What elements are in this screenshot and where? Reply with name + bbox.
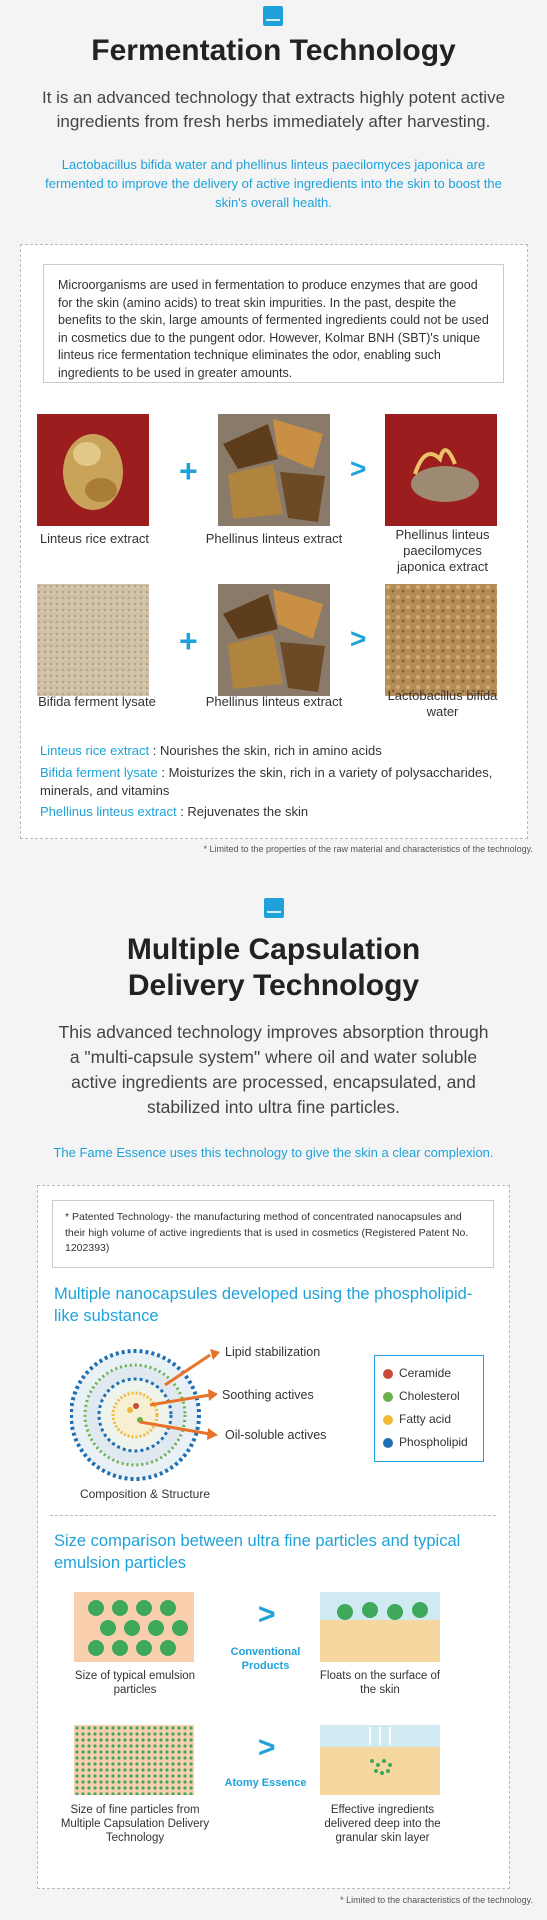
footnote-1: * Limited to the properties of the raw material and characteristics of the technology. [203, 844, 533, 854]
capsulation-title-1: Multiple Capsulation [126, 933, 421, 966]
fermentation-title: Fermentation Technology [91, 34, 456, 67]
legend-fatty-acid: Fatty acid [383, 1412, 451, 1426]
fine-particles-tile [74, 1725, 194, 1795]
bifida-water-photo [385, 584, 497, 696]
size-heading: Size comparison between ultra fine particles and typical emulsion particles [54, 1532, 461, 1572]
arrow-icon: > [350, 623, 367, 654]
bifida-water-caption: Lactobacillus bifida water [387, 688, 498, 719]
bifida-lysate-caption: Bifida ferment lysate [38, 694, 156, 709]
phellinus-photo-1 [218, 414, 330, 526]
conventional-tag: Conventional Products [230, 1646, 301, 1672]
label-soothing: Soothing actives [222, 1388, 314, 1402]
phellinus-caption-2: Phellinus linteus extract [205, 694, 343, 709]
composition-caption: Composition & Structure [79, 1487, 211, 1501]
footnote-2: * Limited to the characteristics of the technology. [340, 1895, 533, 1905]
legend-phospholipid: Phospholipid [383, 1435, 468, 1449]
deep-tile [320, 1725, 440, 1795]
plus-icon: + [179, 623, 198, 659]
surface-tile [320, 1592, 440, 1662]
typical-particles-tile [74, 1592, 194, 1662]
capsule-diagram [70, 1340, 370, 1490]
plus-icon: + [179, 453, 198, 489]
fermentation-blue: Lactobacillus bifida water and phellinus linteus paecilomyces japonica are fermented to improve the delivery of active ingredients into the skin to boost the skin's overall health. [45, 157, 502, 210]
linteus-rice-caption: Linteus rice extract [39, 531, 150, 546]
chevron-right-icon: > [258, 1731, 276, 1764]
divider [50, 1515, 496, 1516]
surface-caption: Floats on the surface of the skin [319, 1670, 441, 1696]
label-oil: Oil-soluble actives [225, 1428, 327, 1442]
prop-linteus: Linteus rice extract : Nourishes the skin, rich in amino acids [40, 743, 382, 758]
fine-caption: Size of fine particles from Multiple Capsulation Delivery Technology [60, 1804, 210, 1844]
atomy-tag: Atomy Essence [224, 1777, 307, 1789]
linteus-rice-photo [37, 414, 149, 526]
bifida-lysate-photo [37, 584, 149, 696]
capsulation-title-2: Delivery Technology [127, 969, 420, 1002]
brand-icon [264, 898, 284, 918]
patent-note: * Patented Technology- the manufacturing method of concentrated nanocapsules and their high volume of active ingredients that is used in cosmetics (Registered Patent No. 1202393) [52, 1200, 494, 1268]
legend [374, 1355, 484, 1462]
phellinus-japonica-photo [385, 414, 497, 526]
fermentation-lead: It is an advanced technology that extracts highly potent active ingredients from fresh herbs immediately after harvesting. [41, 88, 506, 131]
label-lipid: Lipid stabilization [225, 1345, 321, 1359]
nanocapsule-heading: Multiple nanocapsules developed using the phospholipid-like substance [54, 1285, 473, 1325]
typical-caption: Size of typical emulsion particles [74, 1670, 196, 1696]
prop-phellinus: Phellinus linteus extract : Rejuvenates the skin [40, 804, 309, 819]
brand-icon [263, 6, 283, 26]
fermentation-note: Microorganisms are used in fermentation to produce enzymes that are good for the skin (amino acids) to treat skin impurities. In the past, despite the benefits to the skin, large amounts of fermented ingredients could not be used in cosmetics due to the pungent odor. However, Kolmar BNH (SBT)'s unique linteus rice fermentation technique eliminates the odor, enabling such ingredients to be used in greater amounts. [43, 264, 504, 383]
phellinus-photo-2 [218, 584, 330, 696]
capsulation-lead: This advanced technology improves absorption through a "multi-capsule system" where oil and water soluble active ingredients are processed, encapsulated, and stabilized into ultra fine particles. [58, 1022, 489, 1117]
phellinus-caption-1: Phellinus linteus extract [205, 531, 343, 546]
phellinus-japonica-caption: Phellinus linteus paecilomyces japonica extract [395, 527, 490, 574]
legend-ceramide: Ceramide [383, 1366, 451, 1380]
capsulation-blue: The Fame Essence uses this technology to give the skin a clear complexion. [53, 1145, 494, 1160]
chevron-right-icon: > [258, 1598, 276, 1631]
arrow-icon: > [350, 453, 367, 484]
deep-caption: Effective ingredients delivered deep into the granular skin layer [324, 1804, 441, 1844]
legend-cholesterol: Cholesterol [383, 1389, 460, 1403]
prop-bifida: Bifida ferment lysate : Moisturizes the skin, rich in a variety of polysaccharides, minerals, and vitamins [40, 765, 493, 798]
